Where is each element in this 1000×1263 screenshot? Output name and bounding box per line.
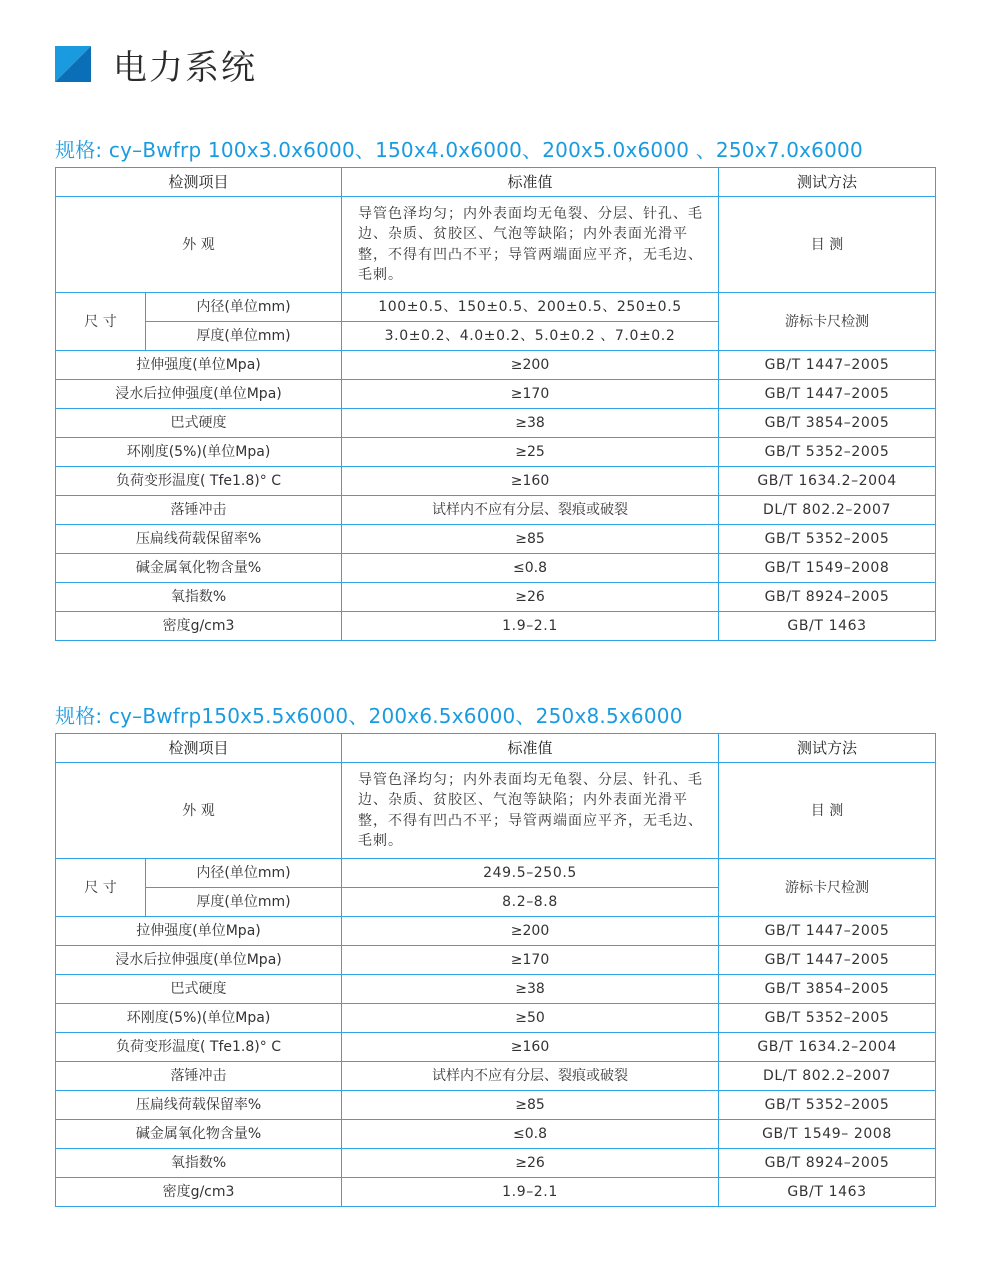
- item-cell: 负荷变形温度( Tfe1.8)° C: [56, 1033, 342, 1062]
- item-cell: 负荷变形温度( Tfe1.8)° C: [56, 467, 342, 496]
- method-cell: GB/T 1447–2005: [719, 946, 936, 975]
- method-cell: GB/T 5352–2005: [719, 1004, 936, 1033]
- method-cell: GB/T 8924–2005: [719, 1149, 936, 1178]
- value-cell: 试样内不应有分层、裂痕或破裂: [342, 496, 719, 525]
- value-cell: 试样内不应有分层、裂痕或破裂: [342, 1062, 719, 1091]
- method-cell: GB/T 1447–2005: [719, 351, 936, 380]
- value-cell: ≥38: [342, 975, 719, 1004]
- table-row: [56, 467, 936, 496]
- column-header-value: 标准值: [342, 168, 719, 197]
- value-cell: ≥50: [342, 1004, 719, 1033]
- table-row: [56, 1149, 936, 1178]
- value-cell: ≥200: [342, 351, 719, 380]
- item-cell: 环刚度(5%)(单位Mpa): [56, 438, 342, 467]
- column-header-method: 测试方法: [719, 168, 936, 197]
- item-cell: 巴式硬度: [56, 975, 342, 1004]
- table-row: [56, 496, 936, 525]
- table-row: [56, 975, 936, 1004]
- spec-table-1: [55, 167, 936, 641]
- method-cell: GB/T 1634.2–2004: [719, 1033, 936, 1062]
- value-cell: ≥26: [342, 583, 719, 612]
- value-cell: ≥160: [342, 467, 719, 496]
- table-row: [56, 438, 936, 467]
- method-cell: GB/T 1447–2005: [719, 917, 936, 946]
- value-cell: 249.5–250.5: [342, 859, 719, 888]
- value-cell: ≥85: [342, 525, 719, 554]
- value-cell: ≥200: [342, 917, 719, 946]
- table-row: [56, 1004, 936, 1033]
- table-row: [56, 525, 936, 554]
- table-row: [56, 917, 936, 946]
- method-cell: 目 测: [719, 763, 936, 859]
- square-icon: [55, 46, 91, 82]
- item-cell: 厚度(单位mm): [146, 888, 342, 917]
- table-row: [56, 1091, 936, 1120]
- item-cell: 落锤冲击: [56, 1062, 342, 1091]
- column-header-item: 检测项目: [56, 734, 342, 763]
- method-cell: 目 测: [719, 197, 936, 293]
- method-cell: GB/T 5352–2005: [719, 525, 936, 554]
- value-cell: 1.9–2.1: [342, 612, 719, 641]
- value-cell: ≥170: [342, 380, 719, 409]
- method-cell: GB/T 8924–2005: [719, 583, 936, 612]
- method-cell: GB/T 1463: [719, 612, 936, 641]
- method-cell: GB/T 1549–2008: [719, 554, 936, 583]
- table-row: [56, 946, 936, 975]
- item-cell: 碱金属氧化物含量%: [56, 554, 342, 583]
- column-header-value: 标准值: [342, 734, 719, 763]
- item-cell: 氧指数%: [56, 1149, 342, 1178]
- value-cell: 3.0±0.2、4.0±0.2、5.0±0.2 、7.0±0.2: [342, 322, 719, 351]
- column-header-method: 测试方法: [719, 734, 936, 763]
- item-cell: 厚度(单位mm): [146, 322, 342, 351]
- page-title: 电力系统: [113, 47, 257, 88]
- table-row: [56, 583, 936, 612]
- method-cell: DL/T 802.2–2007: [719, 1062, 936, 1091]
- table-row: [56, 612, 936, 641]
- method-cell: GB/T 5352–2005: [719, 438, 936, 467]
- item-cell: 密度g/cm3: [56, 1178, 342, 1207]
- item-cell: 压扁线荷载保留率%: [56, 525, 342, 554]
- method-cell: GB/T 5352–2005: [719, 1091, 936, 1120]
- spec-table-2: [55, 733, 936, 1207]
- table-row: [56, 380, 936, 409]
- table-row-size-inner: [56, 859, 936, 888]
- size-group-cell: 尺 寸: [56, 293, 146, 351]
- column-header-item: 检测项目: [56, 168, 342, 197]
- value-cell: ≥170: [342, 946, 719, 975]
- item-cell: 密度g/cm3: [56, 612, 342, 641]
- item-cell: 环刚度(5%)(单位Mpa): [56, 1004, 342, 1033]
- method-cell: DL/T 802.2–2007: [719, 496, 936, 525]
- item-cell: 浸水后拉伸强度(单位Mpa): [56, 946, 342, 975]
- table-row: [56, 1178, 936, 1207]
- method-cell: 游标卡尺检测: [719, 859, 936, 917]
- method-cell: 游标卡尺检测: [719, 293, 936, 351]
- method-cell: GB/T 3854–2005: [719, 975, 936, 1004]
- method-cell: GB/T 1447–2005: [719, 380, 936, 409]
- table-header-row: [56, 168, 936, 197]
- spec-heading-2: 规格: cy–Bwfrp150x5.5x6000、200x6.5x6000、250x8.5x6000: [55, 704, 683, 728]
- table-row: [56, 1062, 936, 1091]
- table-header-row: [56, 734, 936, 763]
- table-row: [56, 1033, 936, 1062]
- value-cell: ≥38: [342, 409, 719, 438]
- value-cell: ≤0.8: [342, 554, 719, 583]
- item-cell: 浸水后拉伸强度(单位Mpa): [56, 380, 342, 409]
- value-cell: 导管色泽均匀；内外表面均无龟裂、分层、针孔、毛边、杂质、贫胶区、气泡等缺陷；内外表面光滑平整，不得有凹凸不平；导管两端面应平齐，无毛边、毛刺。: [342, 763, 719, 859]
- table-row: [56, 409, 936, 438]
- page-header: [55, 44, 257, 88]
- item-cell: 落锤冲击: [56, 496, 342, 525]
- item-cell: 拉伸强度(单位Mpa): [56, 917, 342, 946]
- value-cell: 8.2–8.8: [342, 888, 719, 917]
- value-cell: 导管色泽均匀；内外表面均无龟裂、分层、针孔、毛边、杂质、贫胶区、气泡等缺陷；内外表面光滑平整，不得有凹凸不平；导管两端面应平齐，无毛边、毛刺。: [342, 197, 719, 293]
- item-cell: 内径(单位mm): [146, 859, 342, 888]
- item-cell: 外 观: [56, 197, 342, 293]
- method-cell: GB/T 1549– 2008: [719, 1120, 936, 1149]
- method-cell: GB/T 3854–2005: [719, 409, 936, 438]
- value-cell: ≥26: [342, 1149, 719, 1178]
- table-row: [56, 351, 936, 380]
- value-cell: ≥85: [342, 1091, 719, 1120]
- table-row: [56, 554, 936, 583]
- item-cell: 氧指数%: [56, 583, 342, 612]
- item-cell: 内径(单位mm): [146, 293, 342, 322]
- item-cell: 外 观: [56, 763, 342, 859]
- table-row-appearance: [56, 763, 936, 859]
- value-cell: ≥160: [342, 1033, 719, 1062]
- spec-heading-1: 规格: cy–Bwfrp 100x3.0x6000、150x4.0x6000、200x5.0x6000 、250x7.0x6000: [55, 138, 863, 162]
- method-cell: GB/T 1634.2–2004: [719, 467, 936, 496]
- table-row: [56, 1120, 936, 1149]
- value-cell: ≥25: [342, 438, 719, 467]
- method-cell: GB/T 1463: [719, 1178, 936, 1207]
- value-cell: ≤0.8: [342, 1120, 719, 1149]
- item-cell: 拉伸强度(单位Mpa): [56, 351, 342, 380]
- table-row-size-inner: [56, 293, 936, 322]
- item-cell: 巴式硬度: [56, 409, 342, 438]
- item-cell: 碱金属氧化物含量%: [56, 1120, 342, 1149]
- value-cell: 100±0.5、150±0.5、200±0.5、250±0.5: [342, 293, 719, 322]
- table-row-appearance: [56, 197, 936, 293]
- size-group-cell: 尺 寸: [56, 859, 146, 917]
- item-cell: 压扁线荷载保留率%: [56, 1091, 342, 1120]
- value-cell: 1.9–2.1: [342, 1178, 719, 1207]
